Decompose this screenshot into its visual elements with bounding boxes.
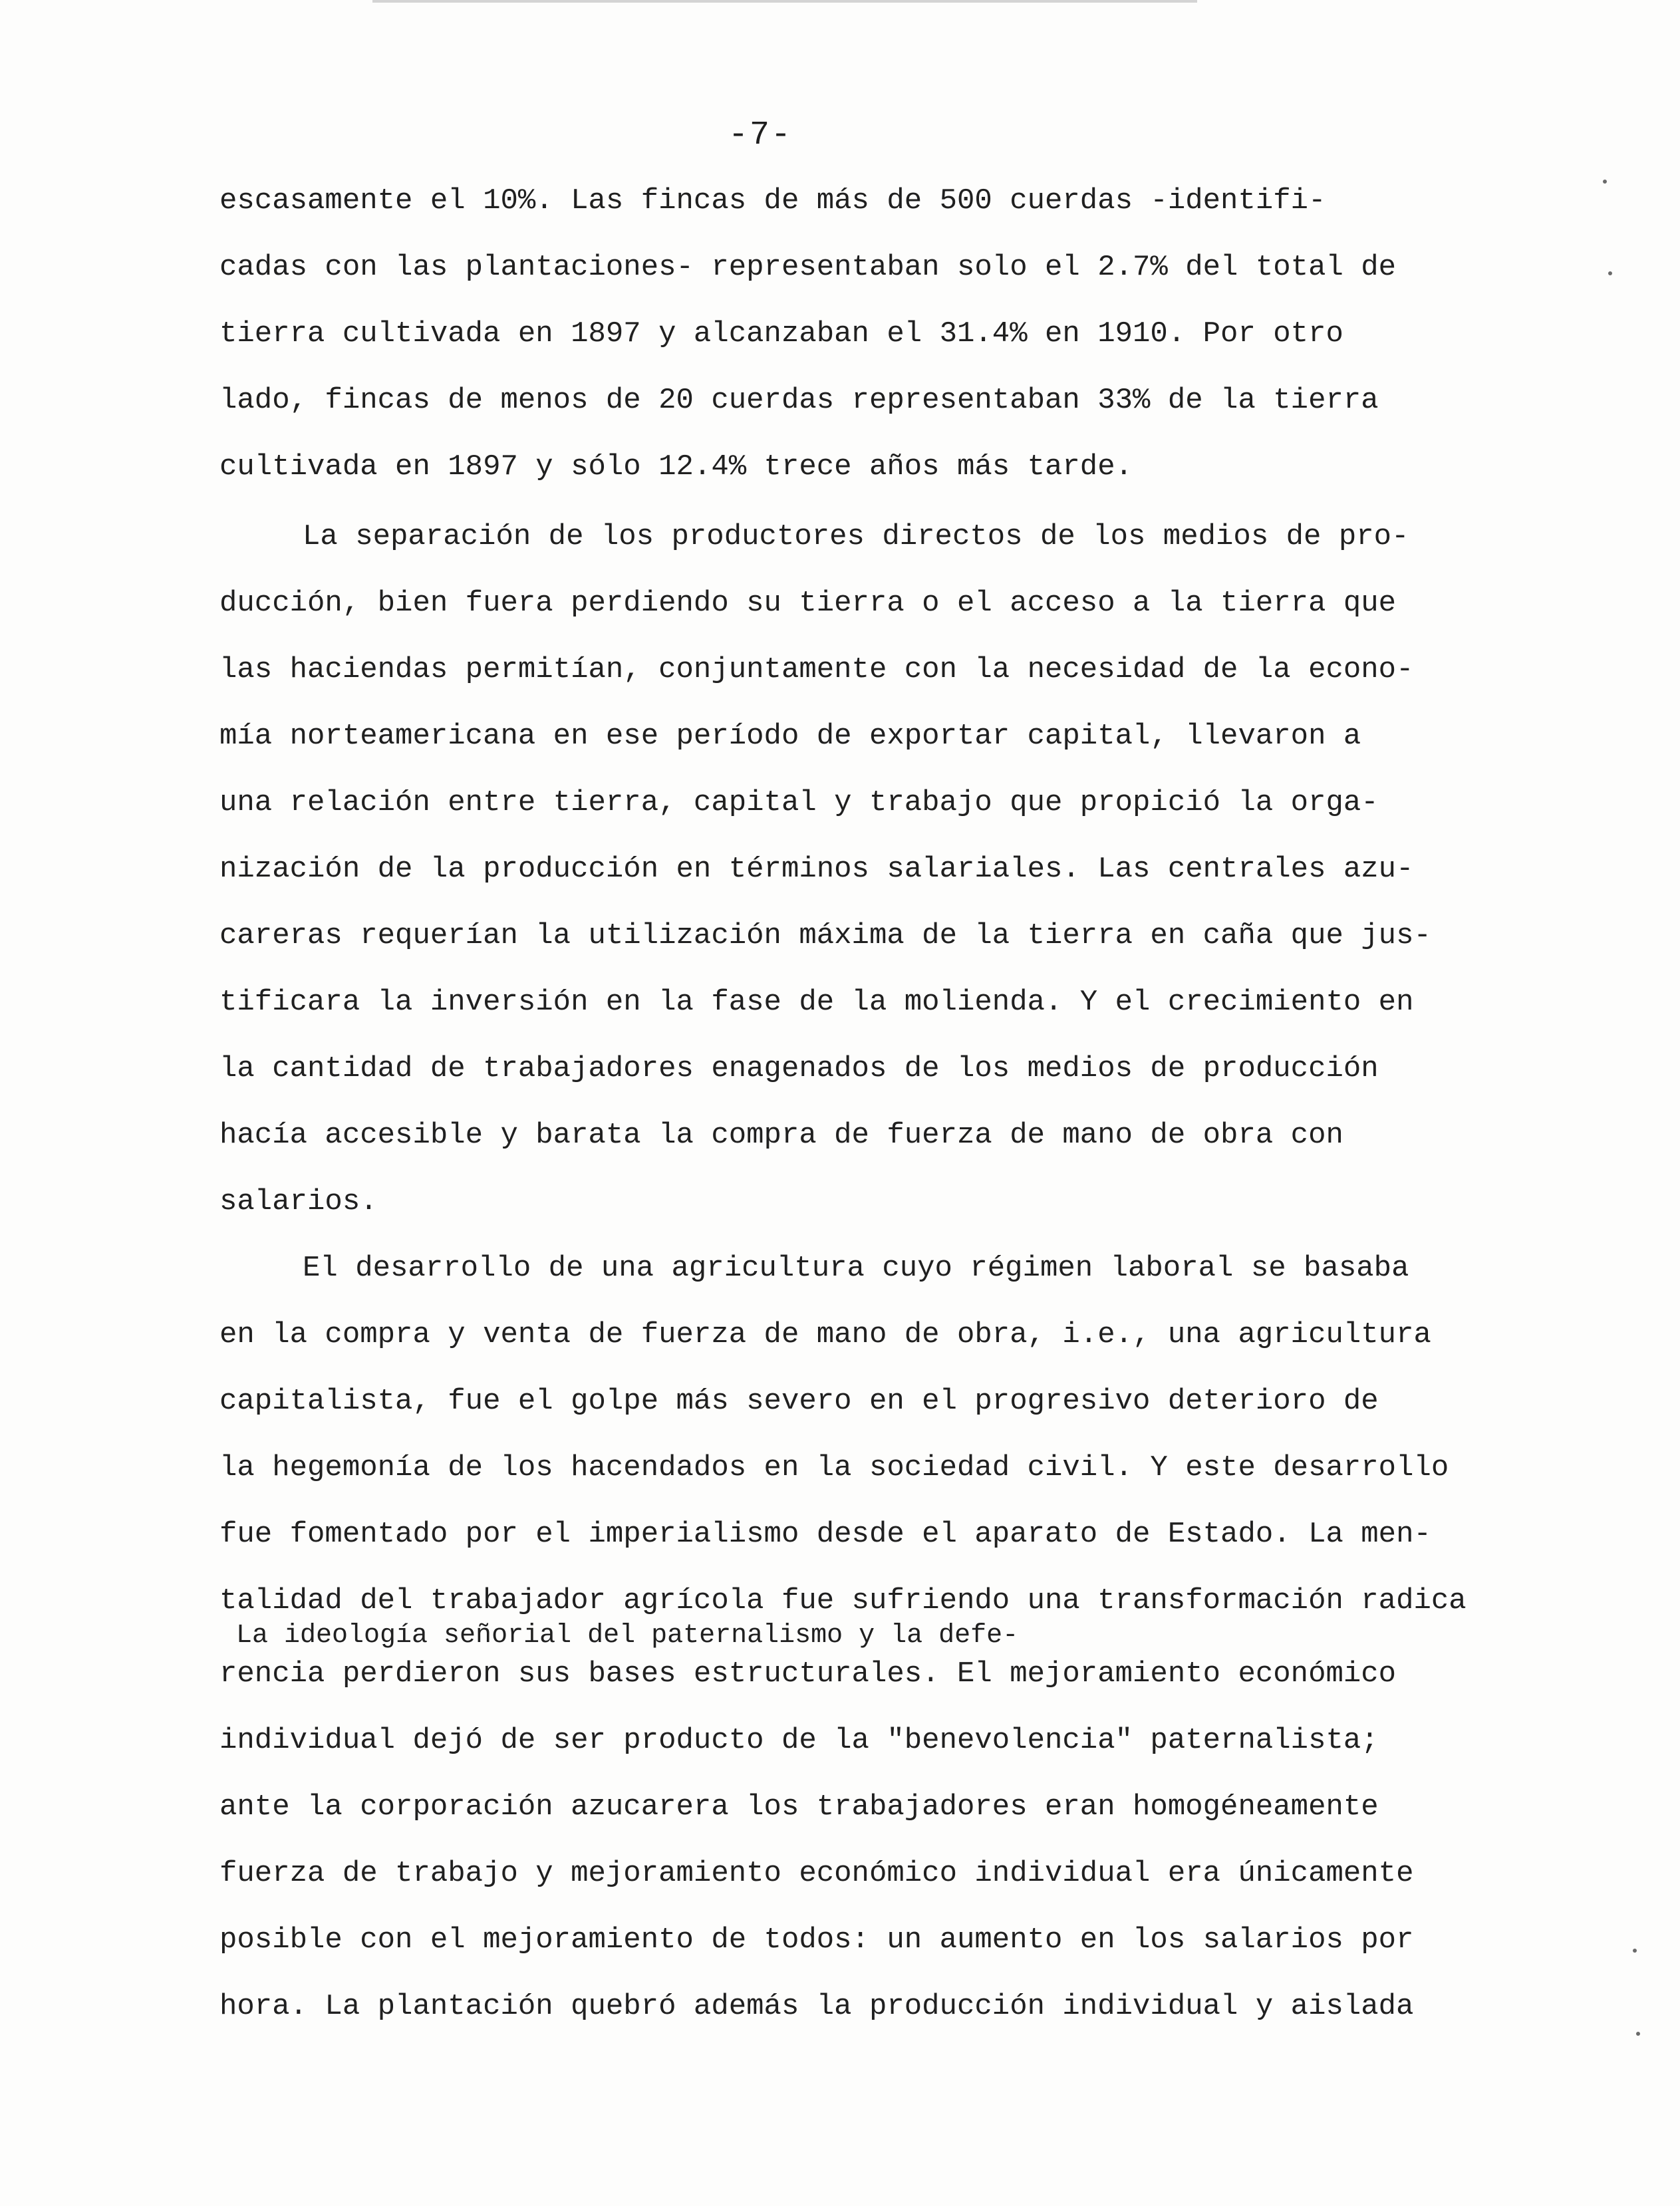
body-line: mía norteamericana en ese período de exportar capital, llevaron a (219, 720, 1361, 753)
body-line: tificara la inversión en la fase de la molienda. Y el crecimiento en (219, 986, 1414, 1019)
body-line: cultivada en 1897 y sólo 12.4% trece años más tarde. (219, 450, 1133, 483)
body-line: hora. La plantación quebró además la producción individual y aislada (219, 1990, 1414, 2023)
scan-speck (1608, 271, 1612, 275)
body-line: tierra cultivada en 1897 y alcanzaban el 31.4% en 1910. Por otro (219, 317, 1343, 350)
body-line: careras requerían la utilización máxima de la tierra en caña que jus- (219, 919, 1431, 952)
body-line: escasamente el 10%. Las fincas de más de 500 cuerdas -identifi- (219, 184, 1326, 217)
body-line: capitalista, fue el golpe más severo en el progresivo deterioro de (219, 1385, 1379, 1418)
body-line: lado, fincas de menos de 20 cuerdas representaban 33% de la tierra (219, 384, 1379, 417)
body-line: en la compra y venta de fuerza de mano de obra, i.e., una agricultura (219, 1318, 1431, 1351)
body-line: la hegemonía de los hacendados en la sociedad civil. Y este desarrollo (219, 1451, 1449, 1484)
body-line: ante la corporación azucarera los trabajadores eran homogéneamente (219, 1790, 1379, 1824)
body-line: una relación entre tierra, capital y trabajo que propició la orga- (219, 786, 1379, 819)
body-line: fue fomentado por el imperialismo desde el aparato de Estado. La men- (219, 1518, 1431, 1551)
body-line: rencia perdieron sus bases estructurales. El mejoramiento económico (219, 1657, 1397, 1691)
body-line: ducción, bien fuera perdiendo su tierra o el acceso a la tierra que (219, 587, 1397, 620)
scan-speck (1636, 2032, 1640, 2036)
body-line: las haciendas permitían, conjuntamente con la necesidad de la econo- (219, 653, 1414, 686)
scan-speck (1633, 1949, 1637, 1953)
body-line: posible con el mejoramiento de todos: un aumento en los salarios por (219, 1923, 1414, 1957)
body-line: la cantidad de trabajadores enagenados de los medios de producción (219, 1052, 1379, 1085)
body-line: cadas con las plantaciones- representaban solo el 2.7% del total de (219, 251, 1397, 284)
paragraph-start-line: La separación de los productores directos de los medios de pro- (303, 520, 1409, 553)
body-line: salarios. (219, 1185, 378, 1218)
top-scan-rule (372, 0, 1197, 3)
scan-speck (1603, 180, 1607, 184)
body-line: hacía accesible y barata la compra de fuerza de mano de obra con (219, 1119, 1343, 1152)
body-line: talidad del trabajador agrícola fue sufriendo una transformación radica (219, 1584, 1467, 1617)
body-line: individual dejó de ser producto de la "benevolencia" paternalista; (219, 1724, 1379, 1757)
body-line: nización de la producción en términos salariales. Las centrales azu- (219, 853, 1414, 886)
body-line: fuerza de trabajo y mejoramiento económico individual era únicamente (219, 1857, 1414, 1890)
inserted-typed-line: La ideología señorial del paternalismo y la defe- (236, 1621, 1019, 1651)
paragraph-start-line: El desarrollo de una agricultura cuyo régimen laboral se basaba (303, 1252, 1409, 1285)
page-number: -7- (728, 116, 793, 154)
